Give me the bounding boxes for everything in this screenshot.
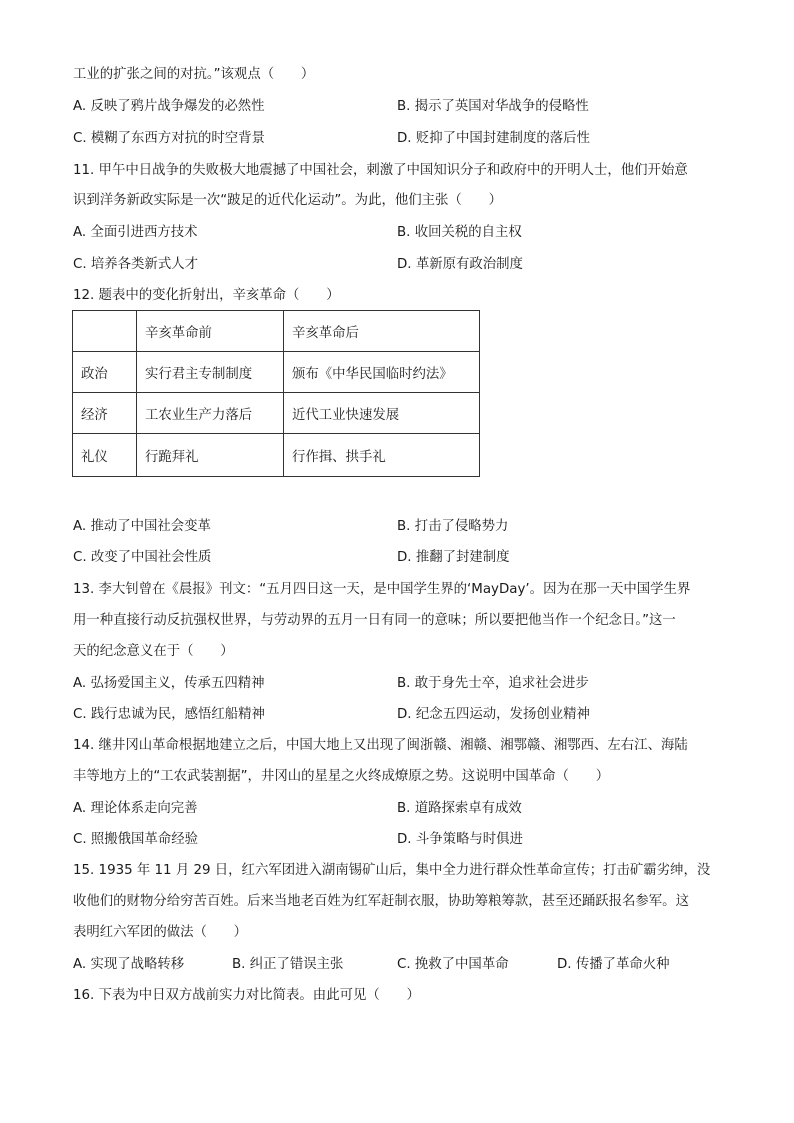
q13-option-d[interactable]: D. 纪念五四运动，发扬创业精神: [397, 707, 590, 722]
q12-option-a[interactable]: A. 推动了中国社会变革: [73, 519, 211, 534]
table-cell: 行跪拜礼: [137, 434, 284, 477]
q13-stem-line-1: 13. 李大钊曾在《晨报》刊文：“五月四日这一天，是中国学生界的‘MayDay’。因为在那一天中国学生界: [73, 582, 691, 597]
q10-option-c[interactable]: C. 模糊了东西方对抗的时空背景: [73, 131, 265, 146]
q14-option-c[interactable]: C. 照搬俄国革命经验: [73, 832, 198, 847]
table-cell: 经济: [73, 393, 137, 434]
q15-option-d[interactable]: D. 传播了革命火种: [557, 957, 670, 972]
q14-stem-line-2: 丰等地方上的“工农武装割据”，井冈山的星星之火终成燎原之势。这说明中国革命（ ）: [73, 769, 610, 784]
q11-option-b[interactable]: B. 收回关税的自主权: [397, 225, 522, 240]
table-header-cell: 辛亥革命前: [137, 311, 284, 352]
table-cell: 实行君主专制制度: [137, 352, 284, 393]
q15-stem-line-2: 收他们的财物分给穷苦百姓。后来当地老百姓为红军赶制衣服，协助筹粮筹款，甚至还踊跃报名参军。这: [73, 894, 689, 909]
q16-stem-line: 16. 下表为中日双方战前实力对比简表。由此可见（ ）: [73, 988, 420, 1003]
q13-stem-line-3: 天的纪念意义在于（ ）: [73, 644, 234, 659]
q14-option-b[interactable]: B. 道路探索卓有成效: [397, 801, 522, 816]
table-cell: 工农业生产力落后: [137, 393, 284, 434]
q11-option-c[interactable]: C. 培养各类新式人才: [73, 257, 198, 272]
q15-option-b[interactable]: B. 纠正了错误主张: [232, 957, 344, 972]
q15-option-c[interactable]: C. 挽救了中国革命: [397, 957, 509, 972]
q13-stem-line-2: 用一种直接行动反抗强权世界，与劳动界的五月一日有同一的意味；所以要把他当作一个纪念日。”这一: [73, 613, 676, 628]
q14-stem-line-1: 14. 继井冈山革命根据地建立之后，中国大地上又出现了闽浙赣、湘赣、湘鄂赣、湘鄂西、左右江、海陆: [73, 738, 688, 753]
q10-option-d[interactable]: D. 贬抑了中国封建制度的落后性: [397, 131, 590, 146]
q12-option-c[interactable]: C. 改变了中国社会性质: [73, 550, 212, 565]
q10-stem-line: 工业的扩张之间的对抗。”该观点（ ）: [73, 67, 315, 82]
q10-option-b[interactable]: B. 揭示了英国对华战争的侵略性: [397, 99, 589, 114]
table-cell: 政治: [73, 352, 137, 393]
table-row: [73, 352, 480, 393]
table-cell: 近代工业快速发展: [284, 393, 480, 434]
table-cell: 颁布《中华民国临时约法》: [284, 352, 480, 393]
q11-option-d[interactable]: D. 革新原有政治制度: [397, 257, 523, 272]
table-row: [73, 434, 480, 477]
q15-stem-line-1: 15. 1935 年 11 月 29 日，红六军团进入湖南锡矿山后，集中全力进行群众性革命宣传；打击矿霸劣绅，没: [73, 863, 711, 878]
q15-option-a[interactable]: A. 实现了战略转移: [73, 957, 185, 972]
q11-stem-line-1: 11. 甲午中日战争的失败极大地震撼了中国社会，刺激了中国知识分子和政府中的开明人士，他们开始意: [73, 163, 688, 178]
q12-option-b[interactable]: B. 打击了侵略势力: [397, 519, 509, 534]
table-header-cell: 辛亥革命后: [284, 311, 480, 352]
q12-option-d[interactable]: D. 推翻了封建制度: [397, 550, 510, 565]
q14-option-a[interactable]: A. 理论体系走向完善: [73, 801, 198, 816]
table-header-cell: [73, 311, 137, 352]
q10-option-a[interactable]: A. 反映了鸦片战争爆发的必然性: [73, 99, 265, 114]
table-row: [73, 393, 480, 434]
q11-stem-line-2: 识到洋务新政实际是一次“跛足的近代化运动”。为此，他们主张（ ）: [73, 193, 502, 208]
table-cell: 行作揖、拱手礼: [284, 434, 480, 477]
q12-table: [72, 310, 480, 477]
q13-option-c[interactable]: C. 践行忠诚为民，感悟红船精神: [73, 707, 265, 722]
q11-option-a[interactable]: A. 全面引进西方技术: [73, 225, 198, 240]
q13-option-b[interactable]: B. 敢于身先士卒，追求社会进步: [397, 676, 589, 691]
q12-stem-line: 12. 题表中的变化折射出，辛亥革命（ ）: [73, 288, 340, 303]
q15-stem-line-3: 表明红六军团的做法（ ）: [73, 925, 248, 940]
q14-option-d[interactable]: D. 斗争策略与时俱进: [397, 832, 523, 847]
table-cell: 礼仪: [73, 434, 137, 477]
q13-option-a[interactable]: A. 弘扬爱国主义，传承五四精神: [73, 676, 265, 691]
table-header-row: [73, 311, 480, 352]
